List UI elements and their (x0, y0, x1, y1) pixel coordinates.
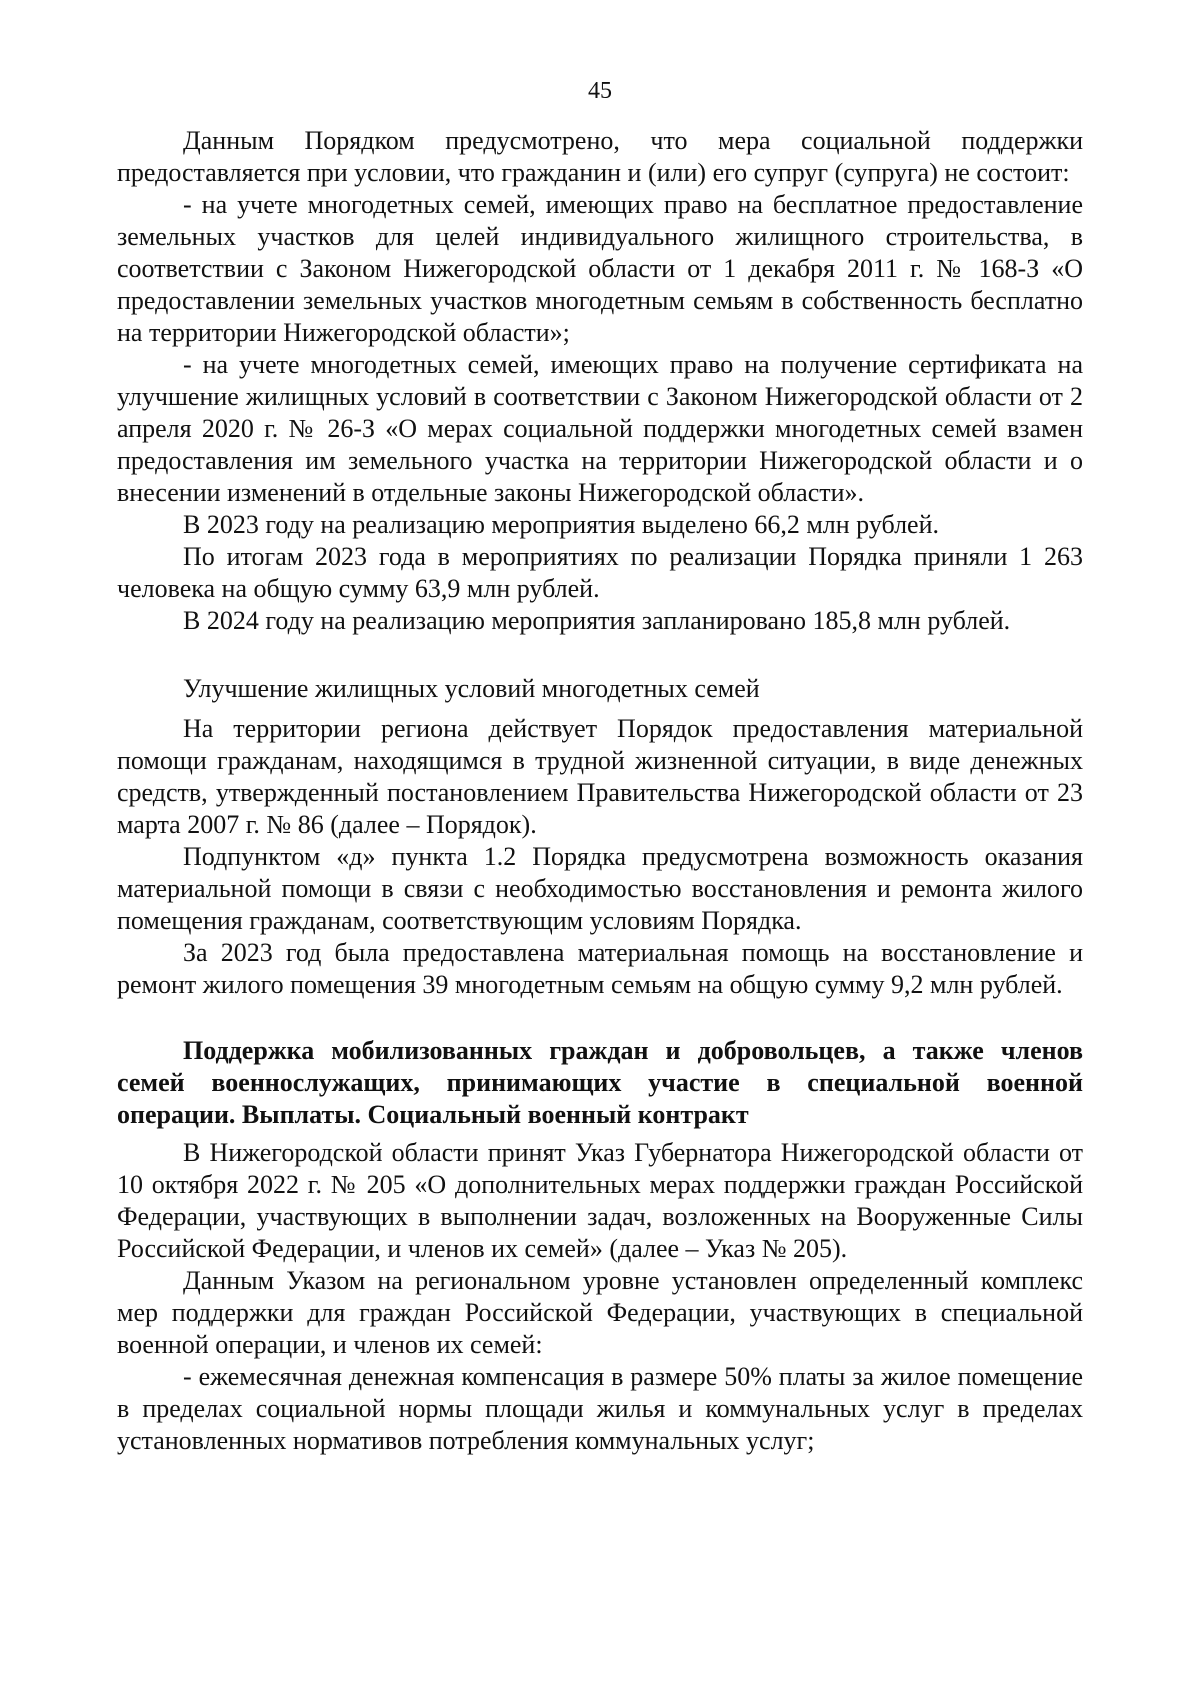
paragraph: На территории региона действует Порядок предоставления материальной помощи гражданам, находящимся в трудной жизненной ситуации, в виде денежных средств, утвержденный постановлением Правительства Нижегородской области от 23 марта 2007 г. № 86 (далее – Порядок). (117, 714, 1083, 839)
page-number: 45 (588, 78, 612, 104)
paragraph: Подпунктом «д» пункта 1.2 Порядка предусмотрена возможность оказания материальной помощи в связи с необходимостью восстановления и ремонта жилого помещения гражданам, соответствующим условиям Порядка. (117, 842, 1083, 935)
paragraph: Данным Указом на региональном уровне установлен определенный комплекс мер поддержки для граждан Российской Федерации, участвующих в специальной военной операции, и членов их семей: (117, 1266, 1083, 1359)
list-item: - на учете многодетных семей, имеющих право на получение сертификата на улучшение жилищных условий в соответствии с Законом Нижегородской области от 2 апреля 2020 г. № 26-З «О мерах социальной поддержки многодетных семей взамен предоставления им земельного участка на территории Нижегородской области и о внесении изменений в отдельные законы Нижегородской области». (117, 350, 1083, 507)
section-heading: Поддержка мобилизованных граждан и добровольцев, а также членов семей военнослужащих, принимающих участие в специальной военной операции. Выплаты. Социальный военный контракт (117, 1036, 1083, 1129)
paragraph: В 2023 году на реализацию мероприятия выделено 66,2 млн рублей. (183, 510, 939, 539)
list-item: - на учете многодетных семей, имеющих право на бесплатное предоставление земельных участков для целей индивидуального жилищного строительства, в соответствии с Законом Нижегородской области от 1 декабря 2011 г. № 168-З «О предоставлении земельных участков многодетным семьям в собственность бесплатно на территории Нижегородской области»; (117, 190, 1083, 347)
paragraph: Данным Порядком предусмотрено, что мера социальной поддержки предоставляется при условии, что гражданин и (или) его супруг (супруга) не состоит: (117, 126, 1083, 187)
paragraph: В Нижегородской области принят Указ Губернатора Нижегородской области от 10 октября 2022 г. № 205 «О дополнительных мерах поддержки граждан Российской Федерации, участвующих в выполнении задач, возложенных на Вооруженные Силы Российской Федерации, и членов их семей» (далее – Указ № 205). (117, 1138, 1083, 1263)
document-body (117, 125, 1083, 1457)
paragraph: В 2024 году на реализацию мероприятия запланировано 185,8 млн рублей. (183, 606, 1011, 635)
list-item: - ежемесячная денежная компенсация в размере 50% платы за жилое помещение в пределах социальной нормы площади жилья и коммунальных услуг в пределах установленных нормативов потребления коммунальных услуг; (117, 1362, 1083, 1455)
paragraph: За 2023 год была предоставлена материальная помощь на восстановление и ремонт жилого помещения 39 многодетным семьям на общую сумму 9,2 млн рублей. (117, 938, 1083, 999)
paragraph: По итогам 2023 года в мероприятиях по реализации Порядка приняли 1 263 человека на общую сумму 63,9 млн рублей. (117, 542, 1083, 603)
section-subtitle: Улучшение жилищных условий многодетных семей (183, 674, 760, 703)
